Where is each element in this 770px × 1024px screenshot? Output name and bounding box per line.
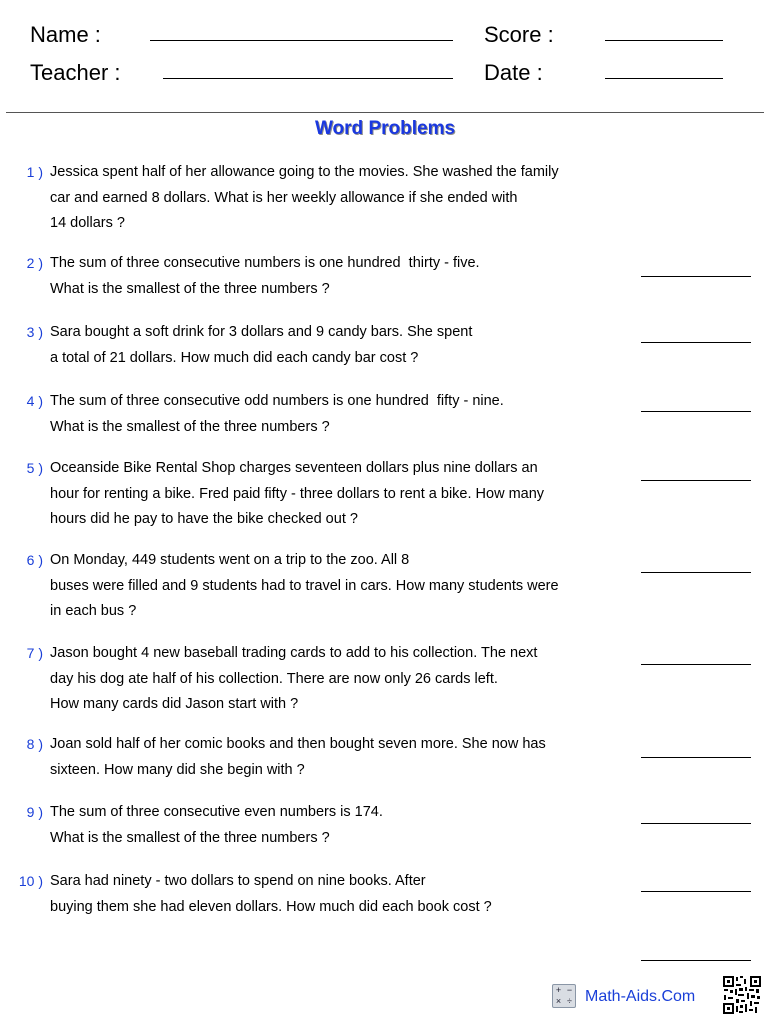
problem-text <box>50 164 559 241</box>
header-divider <box>6 112 764 113</box>
problem-text-line: What is the smallest of the three numbers ? <box>50 418 330 435</box>
problem-number: 10 ) <box>18 873 43 889</box>
calc-symbol: − <box>566 985 573 995</box>
problem-text-line: What is the smallest of the three numbers ? <box>50 280 330 297</box>
teacher-field-line[interactable] <box>163 78 453 79</box>
brand-link[interactable]: Math-Aids.Com <box>585 988 696 1005</box>
problem-text <box>50 873 492 924</box>
answer-line[interactable] <box>641 757 751 758</box>
calc-symbol: × <box>555 996 562 1006</box>
answer-line[interactable] <box>641 664 751 665</box>
problem-text <box>50 393 504 444</box>
answer-line[interactable] <box>641 480 751 481</box>
problem-number: 9 ) <box>26 804 43 820</box>
problem-text-line: a total of 21 dollars. How much did each candy bar cost ? <box>50 349 419 366</box>
calc-symbol: + <box>555 985 562 995</box>
problem-text <box>50 324 472 375</box>
answer-line[interactable] <box>641 342 751 343</box>
calculator-icon <box>552 984 576 1008</box>
answer-line[interactable] <box>641 572 751 573</box>
problem-text-line: car and earned 8 dollars. What is her weekly allowance if she ended with <box>50 189 518 206</box>
answer-line[interactable] <box>641 823 751 824</box>
page-title: Word Problems <box>314 118 456 139</box>
problem-text-line: hours did he pay to have the bike checked out ? <box>50 511 358 527</box>
problem-text <box>50 255 480 306</box>
problem-number: 2 ) <box>26 255 43 271</box>
problem-text-line: The sum of three consecutive numbers is one hundred thirty - five. <box>50 255 480 271</box>
teacher-label: Teacher : <box>30 60 121 85</box>
problem-text-line: On Monday, 449 students went on a trip to the zoo. All 8 <box>50 552 410 568</box>
name-field-line[interactable] <box>150 40 453 41</box>
problem-number: 3 ) <box>26 324 43 340</box>
problem-number: 1 ) <box>26 164 43 180</box>
problem-text-line: Joan sold half of her comic books and then bought seven more. She now has <box>50 736 546 752</box>
problem-text-line: The sum of three consecutive even numbers is 174. <box>50 804 383 820</box>
problem-text-line: How many cards did Jason start with ? <box>50 696 299 712</box>
problem-text-line: 14 dollars ? <box>50 215 125 231</box>
problem-text-line: The sum of three consecutive odd numbers is one hundred fifty - nine. <box>50 393 504 409</box>
problem-text-line: Oceanside Bike Rental Shop charges seventeen dollars plus nine dollars an <box>50 460 538 476</box>
problem-text <box>50 645 537 722</box>
date-field-line[interactable] <box>605 78 723 79</box>
qr-code-icon <box>722 975 762 1015</box>
answer-line[interactable] <box>641 960 751 961</box>
problem-text-line: sixteen. How many did she begin with ? <box>50 761 305 778</box>
date-label: Date : <box>484 60 543 85</box>
problem-text-line: Sara bought a soft drink for 3 dollars and 9 candy bars. She spent <box>50 324 473 340</box>
problem-text <box>50 552 559 629</box>
problem-text-line: in each bus ? <box>50 603 137 619</box>
answer-line[interactable] <box>641 276 751 277</box>
answer-line[interactable] <box>641 891 751 892</box>
problem-text-line: day his dog ate half of his collection. There are now only 26 cards left. <box>50 670 498 687</box>
problem-text <box>50 736 546 787</box>
problem-text-line: buses were filled and 9 students had to travel in cars. How many students were <box>50 577 559 594</box>
problem-text-line: What is the smallest of the three numbers ? <box>50 829 330 846</box>
problem-text-line: buying them she had eleven dollars. How much did each book cost ? <box>50 898 492 915</box>
problem-text-line: Jessica spent half of her allowance going to the movies. She washed the family <box>50 164 559 180</box>
problem-text <box>50 460 544 537</box>
problem-number: 5 ) <box>26 460 43 476</box>
problem-number: 8 ) <box>26 736 43 752</box>
problem-number: 6 ) <box>26 552 43 568</box>
calc-symbol: ÷ <box>567 996 572 1006</box>
problem-text-line: hour for renting a bike. Fred paid fifty - three dollars to rent a bike. How many <box>50 485 545 502</box>
problem-number: 7 ) <box>26 645 43 661</box>
problem-text-line: Sara had ninety - two dollars to spend on nine books. After <box>50 873 426 889</box>
score-field-line[interactable] <box>605 40 723 41</box>
problem-text <box>50 804 383 855</box>
problem-text-line: Jason bought 4 new baseball trading cards to add to his collection. The next <box>50 645 538 661</box>
problem-number: 4 ) <box>26 393 43 409</box>
name-label: Name : <box>30 22 101 47</box>
score-label: Score : <box>484 22 554 47</box>
answer-line[interactable] <box>641 411 751 412</box>
